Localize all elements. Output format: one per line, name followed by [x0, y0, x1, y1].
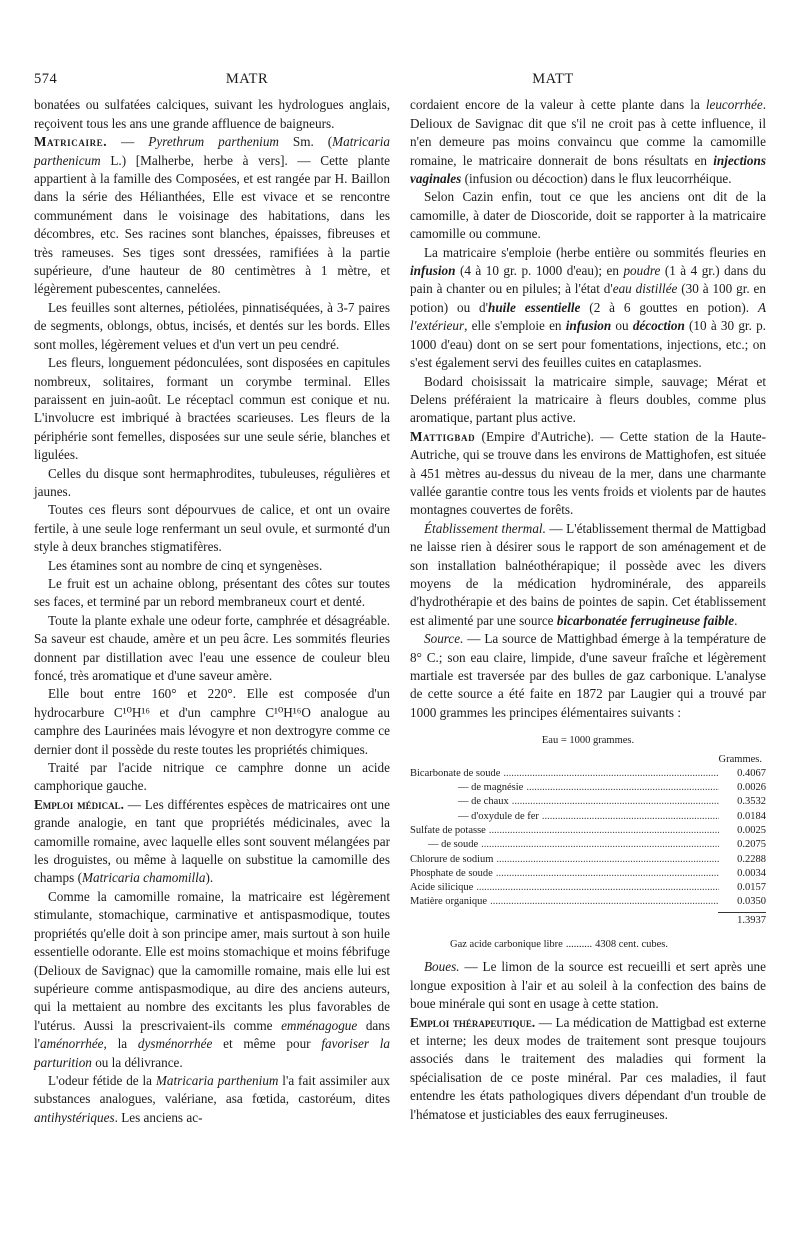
- text-run: Sm. (: [278, 134, 333, 150]
- paragraph: [34, 796, 390, 888]
- emphasis-text: eau distillée: [612, 281, 678, 297]
- text-run: — Le limon de la source est recueilli et sert après une longue exposition à l'air et au soleil à la confection des bains de boue minérale qui sont en usage à cette station.: [410, 959, 766, 1012]
- table-row: [410, 881, 766, 895]
- table-row: [410, 853, 766, 867]
- emphasis-text: leucorrhée: [705, 97, 763, 113]
- emphasis-text: emménagogue: [281, 1017, 358, 1033]
- emphasis-text: Pyrethrum parthenium: [148, 134, 279, 150]
- paragraph: [34, 133, 390, 299]
- text-run: Bodard choisissait la matricaire simple, sauvage; Mérat et Delens préféraient la matricaire à fleurs doubles, comme plus aromatique, partant plus active.: [410, 373, 766, 426]
- paragraph: [34, 299, 390, 354]
- right-column-text-after-table: [410, 958, 766, 1124]
- text-run: . Les anciens ac-: [114, 1109, 203, 1125]
- dot-leader: [481, 838, 719, 852]
- table-row: [410, 795, 766, 809]
- paragraph: [410, 1014, 766, 1124]
- paragraph: [34, 888, 390, 1072]
- table-row-label: — de magnésie: [458, 782, 524, 794]
- table-row-label: — d'oxydule de fer: [458, 810, 539, 822]
- text-run: — La source de Mattighbad émerge à la température de 8° C.; son eau claire, limpide, d'une saveur fraîche et légèrement martiale est traversée par des bulles de gaz carbonique. L'analyse de cette source a été faite en 1872 par Laugier qui a trouvé par 1000 grammes les principes élémentaires suivants :: [410, 631, 766, 720]
- text-run: Comme la camomille romaine, la matricaire est légèrement stimulante, stomachique, carminative et antispasmodique, toutes propriétés qu'elle doit à son principe amer, mais surtout à son huile essentielle odorante. Elle est moins stomachique et moins fébrifuge (Delioux de Savignac) que la camomille romaine, mais elle lui est supérieure comme antispasmodique, au dire des anciens auteurs, qui la mettaient au nombre des excitants les plus favorables de l'utérus. Aussi la prescrivaient-ils comme: [34, 888, 390, 1033]
- table-row-label: — de chaux: [458, 796, 509, 808]
- text-run: — Les différentes espèces de matricaires ont une grande analogie, en tant que propriétés médicinales, avec la camomille romaine, avec laquelle elles sont souvent mélangées par les droguistes, ou même à laquelle on substitue la camomille des champs (: [34, 796, 391, 886]
- paragraph: [34, 575, 390, 612]
- right-column: [410, 96, 766, 1127]
- text-run: Selon Cazin enfin, tout ce que les anciens ont dit de la camomille, à dater de Dioscoride, doit se rapporter à la matricaire camomille ou commune.: [410, 189, 766, 242]
- dot-leader: [496, 853, 719, 867]
- gas-dots: ..........: [565, 939, 593, 951]
- text-run: —: [107, 134, 149, 150]
- table-row: [410, 838, 766, 852]
- text-run: .: [734, 612, 738, 628]
- text-run: (30 à 100 gr. en potion) ou d': [410, 281, 766, 315]
- gas-label: Gaz acide carbonique libre: [450, 939, 563, 951]
- right-column-text: [410, 96, 766, 722]
- text-run: Les feuilles sont alternes, pétiolées, pinnatiséquées, à 3-7 paires de segments, oblongs, obtus, incisés, et dentés sur les bords. Elles sont molles, légèrement velues et d'un vert un peu cendré.: [34, 299, 390, 352]
- running-header: [34, 70, 766, 88]
- paragraph: [34, 96, 390, 133]
- emphasis-text: infusion: [565, 318, 612, 334]
- left-running-head: MATR: [225, 71, 269, 87]
- table-row: [410, 767, 766, 781]
- text-run: — La médication de Mattigbad est externe et interne; les deux modes de traitement sont presque toujours associés dans le traitement des maladies qui forment la spécialisation de ce poste minéral. Par ces maladies, il faut entendre les états pathologiques divers dépendant d'un trouble de l'hématose et justiciables des eaux ferrugineuses.: [410, 1014, 766, 1122]
- paragraph: [34, 759, 390, 796]
- emphasis-text: huile essentielle: [488, 299, 581, 315]
- dot-leader: [542, 810, 719, 824]
- text-run: ou: [611, 318, 633, 334]
- paragraph: [34, 465, 390, 502]
- text-run: , la: [103, 1036, 138, 1052]
- table-row-value: 0.4067: [737, 767, 766, 779]
- table-row: [410, 867, 766, 881]
- emphasis-text: dysménorrhée: [137, 1036, 213, 1052]
- emphasis-text: aménorrhée: [40, 1036, 104, 1052]
- table-row-label: Matière organique: [410, 896, 488, 908]
- emphasis-text: Matricaria chamomilla: [81, 870, 206, 886]
- emphasis-text: Emploi thérapeutique.: [410, 1014, 536, 1030]
- text-run: l'a fait assimiler aux substances analogues, valériane, asa fœtida, castoréum, dites: [34, 1072, 390, 1107]
- dot-leader: [526, 781, 719, 795]
- emphasis-text: injections vaginales: [410, 152, 766, 187]
- dot-leader: [496, 867, 719, 881]
- table-row-value: 0.0026: [737, 782, 766, 794]
- right-running-head: MATT: [532, 71, 574, 87]
- table-row: [410, 895, 766, 909]
- text-run: Toute la plante exhale une odeur forte, camphrée et désagréable. Sa saveur est chaude, amère et un peu âcre. Les sommités fleuries donnent par distillation avec l'eau une essence de couleur bleu foncé, très aromatique et d'une saveur amère.: [34, 612, 390, 683]
- gas-value: 4308 cent. cubes.: [595, 939, 668, 951]
- dot-leader: [503, 767, 719, 781]
- table-row-value: 0.2075: [737, 839, 766, 851]
- paragraph: [410, 373, 766, 428]
- emphasis-text: Mattigbad: [410, 428, 476, 444]
- emphasis-text: antihystériques: [34, 1109, 115, 1125]
- table-row-label: Chlorure de sodium: [410, 853, 494, 865]
- text-run: ou la délivrance.: [91, 1054, 183, 1070]
- emphasis-text: Boues.: [424, 959, 460, 975]
- table-row-value: 0.0157: [737, 882, 766, 894]
- text-run: ).: [205, 870, 214, 886]
- table-unit: Grammes.: [718, 753, 762, 765]
- table-row: [410, 810, 766, 824]
- left-column: [34, 96, 390, 1127]
- emphasis-text: Matricaire.: [34, 134, 108, 150]
- table-row-value: 0.0184: [737, 810, 766, 822]
- text-run: et même pour: [212, 1036, 322, 1052]
- text-run: Toutes ces fleurs sont dépourvues de calice, et ont un ovaire fertile, à une seule loge renfermant un seul ovule, et surmonté d'un style à deux branches stigmatifères.: [34, 502, 390, 555]
- table-row-label: Acide silicique: [410, 882, 474, 894]
- analysis-table: [410, 734, 766, 952]
- emphasis-text: poudre: [623, 263, 661, 279]
- table-caption: Eau = 1000 grammes.: [541, 735, 635, 747]
- emphasis-text: Établissement thermal.: [424, 520, 546, 536]
- text-run: , elle s'emploie en: [464, 318, 566, 334]
- paragraph: [34, 1072, 390, 1127]
- paragraph: [410, 520, 766, 630]
- table-row-label: Phosphate de soude: [410, 867, 493, 879]
- dot-leader: [490, 895, 719, 909]
- table-row-value: 0.2288: [737, 853, 766, 865]
- paragraph: [34, 557, 390, 575]
- text-run: Celles du disque sont hermaphrodites, tubuleuses, régulières et jaunes.: [34, 465, 390, 499]
- table-row-value: 0.0350: [737, 896, 766, 908]
- emphasis-text: Emploi médical.: [34, 796, 124, 812]
- table-row-value: 0.0034: [737, 867, 766, 879]
- table-row-label: — de soude: [428, 839, 479, 851]
- table-rows: [410, 767, 766, 910]
- text-run: (1 à 4 gr.) dans du pain à chanter ou en pilules; à l'état d': [410, 263, 766, 297]
- emphasis-text: Source.: [424, 631, 464, 647]
- table-row-label: Sulfate de potasse: [410, 825, 486, 836]
- text-run: (infusion ou décoction) dans le flux leucorrhéique.: [461, 171, 732, 187]
- text-run: . Delioux de Savignac dit que s'il ne croit pas à cette influence, il n'en demeure pas moins convaincu que comme la camomille romaine, le matricaire donnerait de bons résultats en: [410, 97, 766, 168]
- text-run: L'odeur fétide de la: [48, 1072, 156, 1088]
- table-row: [410, 781, 766, 795]
- text-run: Traité par l'acide nitrique ce camphre donne un acide camphorique gauche.: [34, 760, 390, 794]
- dot-leader: [489, 824, 719, 838]
- text-run: (4 à 10 gr. p. 1000 d'eau); en: [455, 263, 624, 279]
- paragraph: [410, 958, 766, 1013]
- text-run: Les fleurs, longuement pédonculées, sont disposées en capitules nombreux, solitaires, formant un corymbe terminal. Elles paraissent en juin-août. Le réceptacl commun est conique et nu. L'involucre est imbriqué à bractées scarieuses. Les fleurs de la périphérie sont femelles, disposées sur une seule série, blanches et ligulées.: [34, 355, 390, 463]
- text-run: Le fruit est un achaine oblong, présentant des côtes sur toutes ses faces, et terminé par un rebord membraneux court et denté.: [34, 575, 390, 610]
- table-total: 1.3937: [410, 912, 766, 928]
- page-number: 574: [34, 71, 58, 87]
- dot-leader: [476, 881, 719, 895]
- paragraph: [410, 96, 766, 188]
- paragraph: [34, 612, 390, 686]
- gas-row: [410, 938, 766, 952]
- dot-leader: [512, 795, 719, 809]
- paragraph: [410, 188, 766, 243]
- paragraph: [34, 354, 390, 464]
- text-run: Elle bout entre 160° et 220°. Elle est composée d'un hydrocarbure C¹⁰H¹⁶ et d'un camphre C¹⁰H¹⁶O analogue au camphre des Laurinées mais lévogyre et non dextrogyre comme ce dernier dont il possède du reste toutes les propriétés chimiques.: [34, 686, 390, 757]
- table-row-value: 0.3532: [737, 796, 766, 808]
- emphasis-text: décoction: [632, 318, 685, 334]
- emphasis-text: Matricaria parthenium: [155, 1072, 279, 1088]
- table-row-label: Bicarbonate de soude: [410, 767, 501, 779]
- text-run: Les étamines sont au nombre de cinq et syngenèses.: [48, 557, 323, 573]
- text-run: cordaient encore de la valeur à cette plante dans la: [410, 97, 706, 113]
- table-row: [410, 824, 766, 838]
- emphasis-text: Matricaria parthenicum: [34, 134, 391, 168]
- text-run: (Empire d'Autriche). — Cette station de la Haute-Autriche, qui se trouve dans les environs de Mattighofen, est située à 451 mètres au-dessus du niveau de la mer, dans une charmante vallée garantie contre tous les vents froids et violents par de hautes montagnes couvertes de forêts.: [410, 428, 766, 518]
- emphasis-text: A l'extérieur: [410, 299, 766, 334]
- text-run: La matricaire s'emploie (herbe entière ou sommités fleuries en: [424, 244, 766, 260]
- emphasis-text: infusion: [410, 263, 456, 279]
- text-run: bonatées ou sulfatées calciques, suivant les hydrologues anglais, reçoivent tous les ans une grande affluence de baigneurs.: [34, 97, 390, 131]
- text-run: dans l': [34, 1017, 390, 1052]
- paragraph: [410, 630, 766, 722]
- text-run: — L'établissement thermal de Mattigbad ne laisse rien à désirer sous le rapport de son aménagement et de son installation balnéothérapique; il possède avec les divers moyens de la médication hydrominérale, des appareils d'hydrothérapie et des bains de pointes de sapin. Cet établissement est alimenté par une source: [410, 520, 767, 628]
- paragraph: [34, 685, 390, 759]
- text-run: (2 à 6 gouttes en potion).: [580, 299, 758, 315]
- emphasis-text: bicarbonatée ferrugineuse faible: [556, 612, 735, 628]
- paragraph: [410, 428, 766, 520]
- text-run: (10 à 30 gr. p. 1000 d'eau) dont on se sert pour fomentations, injections, etc.; on s'est également servi des feuilles cuites en cataplasmes.: [410, 318, 766, 371]
- table-row-value: 0.0025: [737, 825, 766, 836]
- paragraph: [410, 244, 766, 373]
- text-run: L.) [Malherbe, herbe à vers]. — Cette plante appartient à la famille des Composées, et est rangée par H. Baillon dans la série des Hélianthées, Elle est vivace et se rencontre communément dans le voisinage des habitations, dans les décombres, etc. Ses racines sont blanches, épaisses, fibreuses et très rameuses. Ses tiges sont dressées, ramifiées à la partie supérieure, d'une hauteur de 80 centimètres à 1 mètre, et légèrement pubescentes, cannelées.: [34, 152, 390, 297]
- emphasis-text: favoriser la parturition: [34, 1036, 390, 1070]
- paragraph: [34, 501, 390, 556]
